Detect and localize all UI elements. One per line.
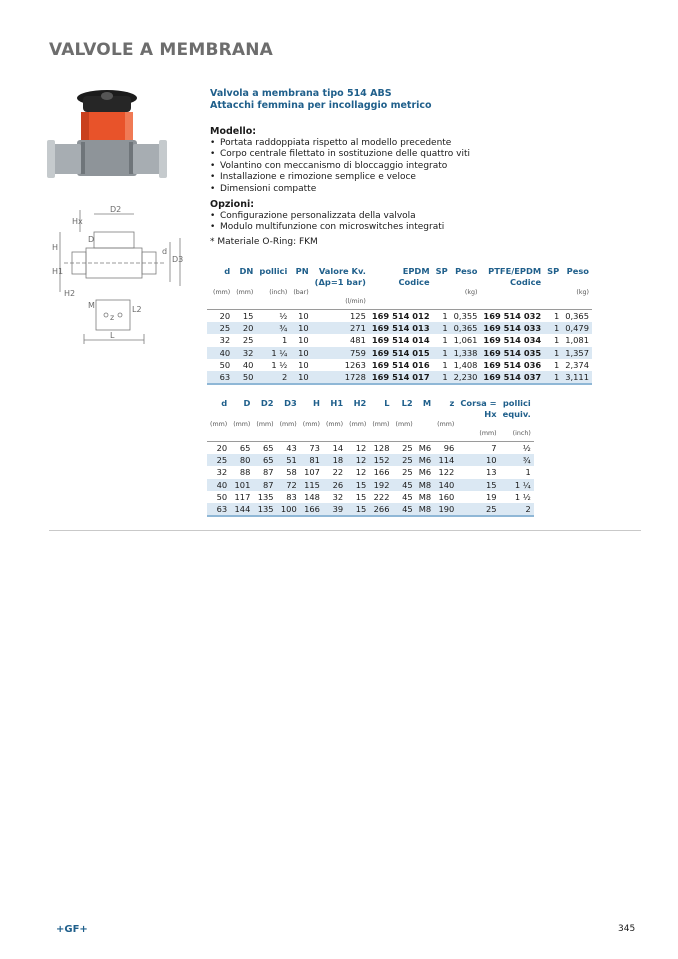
column-header (369, 288, 433, 297)
drawing-label: z (110, 313, 115, 322)
table-cell: M8 (416, 503, 434, 516)
column-header (253, 429, 276, 442)
column-header: (mm) (437, 421, 455, 428)
column-header: (inch) (269, 289, 288, 296)
table-header-row (207, 266, 592, 277)
table-cell: 50 (219, 359, 231, 370)
column-header (544, 297, 562, 310)
column-header: (mm) (325, 421, 344, 428)
column-header: PN (295, 266, 309, 276)
table-cell: 22 (332, 467, 344, 478)
table-cell: M6 (418, 467, 432, 478)
list-item: • Installazione e rimozione semplice e veloce (210, 172, 620, 183)
column-header (290, 297, 311, 310)
table-row (207, 503, 534, 516)
table-cell: 40 (242, 359, 254, 370)
table-cell: 1 (553, 311, 560, 321)
table-row (207, 310, 592, 323)
table-cell: 12 (355, 467, 367, 478)
column-header (256, 277, 290, 288)
column-header: (l/min) (312, 297, 369, 310)
table-cell: 15 (346, 503, 369, 516)
column-header (207, 297, 233, 310)
table-cell: 1 (282, 335, 288, 346)
table-row (207, 371, 592, 384)
table-cell: 1,408 (453, 359, 478, 370)
column-header (562, 277, 592, 288)
material-note: * Materiale O-Ring: FKM (210, 236, 318, 247)
table-cell: 7 (491, 443, 497, 453)
table-cell: ¾ (256, 322, 290, 334)
column-header: H2 (353, 398, 367, 408)
product-photo (43, 88, 171, 188)
table-cell: 1,061 (453, 335, 478, 346)
column-header: d (221, 398, 228, 408)
table-cell: 1 (433, 371, 451, 384)
column-header: Valore Kv. (318, 266, 366, 276)
table-cell: ½ (522, 443, 531, 453)
column-header (416, 420, 434, 429)
table-cell: 100 (277, 503, 300, 516)
column-header (500, 420, 534, 429)
column-header: (mm) (457, 429, 499, 442)
column-header: (mm) (236, 289, 254, 296)
table-cell: 1 (544, 322, 562, 334)
table-cell: M6 (418, 443, 432, 453)
column-header: (mm) (372, 421, 390, 428)
table-cell: 1 (544, 371, 562, 384)
table-cell: 1 (442, 359, 448, 370)
column-header: (mm) (395, 421, 413, 428)
column-header: D2 (260, 398, 274, 408)
column-header (300, 429, 323, 442)
column-header (207, 429, 230, 442)
table-cell: 166 (300, 503, 323, 516)
column-header (457, 420, 499, 429)
table-cell: 1 (553, 335, 560, 346)
column-header: (mm) (210, 421, 228, 428)
column-header: (mm) (349, 421, 367, 428)
column-header (433, 297, 451, 310)
table-cell: 88 (239, 467, 251, 478)
table-cell: 1 (442, 311, 448, 321)
column-header: pollici (259, 266, 288, 276)
technical-drawing (44, 202, 186, 348)
gf-logo: +GF+ (56, 924, 88, 935)
table-cell: 65 (263, 443, 274, 453)
table-cell: 32 (332, 491, 344, 502)
table-cell: 140 (434, 479, 457, 491)
table-row (207, 347, 592, 359)
column-header: (kg) (464, 289, 478, 296)
table-header-row (207, 398, 534, 409)
table-cell: 25 (242, 335, 254, 346)
table-cell: 40 (207, 479, 230, 491)
table-cell: 2 (500, 503, 534, 516)
table-cell: 1263 (344, 359, 366, 370)
column-header (207, 277, 233, 288)
column-header: (mm) (302, 421, 320, 428)
table-cell: 63 (207, 503, 230, 516)
column-header (277, 409, 300, 420)
column-header (290, 277, 311, 288)
table-cell: 25 (402, 467, 413, 478)
drawing-label: H2 (64, 289, 76, 298)
table-cell: 1 (433, 322, 451, 334)
table-cell: 87 (263, 467, 274, 478)
column-header: (mm) (279, 421, 297, 428)
table-units-row (207, 288, 592, 297)
column-header (434, 409, 457, 420)
table-cell: 51 (277, 454, 300, 466)
table-cell: 13 (486, 467, 497, 478)
table-cell: 10 (290, 322, 311, 334)
table-cell: 45 (393, 479, 416, 491)
column-header (230, 409, 253, 420)
column-header (323, 429, 346, 442)
drawing-label: L2 (132, 305, 142, 314)
column-header: Codice (510, 277, 542, 287)
column-header: (mm) (233, 421, 251, 428)
drawing-label: D (88, 235, 95, 244)
column-header (369, 409, 392, 420)
table-cell: 32 (233, 347, 256, 359)
table-cell: M8 (416, 479, 434, 491)
table-cell: 2,374 (565, 359, 589, 370)
table-cell: 169 514 034 (483, 335, 542, 346)
table-cell: 2 (256, 371, 290, 384)
table-cell: 15 (457, 479, 499, 491)
table-row (207, 442, 534, 455)
table-cell: 40 (207, 347, 233, 359)
options-list (210, 211, 620, 234)
codes-table (207, 266, 592, 385)
table-cell: 25 (393, 454, 416, 466)
table-cell: 20 (219, 311, 231, 321)
table-cell: 107 (304, 467, 320, 478)
table-cell: 50 (233, 371, 256, 384)
table-cell: 1 ¼ (500, 479, 534, 491)
drawing-label: D2 (110, 205, 122, 214)
table-cell: 166 (373, 467, 390, 478)
list-item: • Corpo centrale filettato in sostituzione delle quattro viti (210, 149, 620, 160)
table-row (207, 359, 592, 371)
table-cell: 759 (312, 347, 369, 359)
table-cell: 72 (277, 479, 300, 491)
table-cell: 0,479 (562, 322, 592, 334)
table-cell: 12 (346, 454, 369, 466)
column-header (300, 409, 323, 420)
table-cell: 65 (239, 443, 251, 453)
list-item: • Portata raddoppiata rispetto al modello precedente (210, 138, 620, 149)
column-header: L (384, 398, 390, 408)
table-cell: 169 514 033 (480, 322, 544, 334)
table-cell: 20 (216, 443, 228, 453)
table-cell: 1 (433, 347, 451, 359)
column-header: SP (547, 266, 560, 276)
table-cell: 81 (300, 454, 323, 466)
table-row (207, 466, 534, 478)
table-cell: 1728 (312, 371, 369, 384)
table-cell: 114 (434, 454, 457, 466)
table-cell: 117 (234, 491, 251, 502)
table-cell: 152 (369, 454, 392, 466)
drawing-label: Hx (72, 217, 83, 226)
model-features-list (210, 138, 620, 195)
table-cell: 50 (216, 491, 228, 502)
table-cell: 1 ½ (514, 491, 531, 502)
options-heading: Opzioni: (210, 199, 255, 211)
table-cell: 15 (346, 479, 369, 491)
column-header (233, 297, 256, 310)
column-header: equiv. (502, 409, 531, 419)
column-header: Peso (455, 266, 478, 276)
table-cell: 14 (332, 443, 344, 453)
column-header: L2 (401, 398, 413, 408)
table-cell: 25 (207, 454, 230, 466)
list-item: • Dimensioni compatte (210, 184, 620, 195)
table-cell: 1,081 (565, 335, 589, 346)
table-cell: 0,355 (453, 311, 478, 321)
table-cell: 190 (434, 503, 457, 516)
column-header: SP (435, 266, 448, 276)
column-header (312, 288, 369, 297)
table-cell: 169 514 015 (369, 347, 433, 359)
table-cell: 169 514 012 (371, 311, 430, 321)
column-header (393, 409, 416, 420)
column-header (253, 409, 276, 420)
table-cell: 481 (350, 335, 366, 346)
column-header: Codice (398, 277, 430, 287)
table-cell: 65 (253, 454, 276, 466)
table-cell: 148 (304, 491, 320, 502)
table-cell: 12 (355, 443, 367, 453)
table-cell: 1 ½ (271, 359, 288, 370)
table-cell: 3,111 (562, 371, 592, 384)
table-cell: 128 (373, 443, 390, 453)
column-header (451, 277, 481, 288)
table-cell: 32 (216, 467, 228, 478)
table-header-row (207, 409, 534, 420)
table-cell: 1 (544, 347, 562, 359)
table-cell: 83 (286, 491, 297, 502)
table-cell: 135 (253, 503, 276, 516)
list-item: • Modulo multifunzione con microswitches integrati (210, 222, 620, 233)
table-cell: 25 (457, 503, 499, 516)
drawing-label: L (110, 331, 115, 340)
table-cell: 32 (219, 335, 231, 346)
table-cell: 20 (233, 322, 256, 334)
column-header: D3 (284, 398, 297, 408)
product-description (210, 88, 620, 248)
table-row (207, 479, 534, 491)
table-units-row (207, 429, 534, 442)
column-header: H1 (330, 398, 344, 408)
column-header (480, 297, 544, 310)
column-header (346, 409, 369, 420)
table-cell: 15 (355, 491, 367, 502)
column-header (256, 297, 290, 310)
table-cell: 169 514 016 (371, 359, 430, 370)
product-subtitle: Attacchi femmina per incollaggio metrico (210, 100, 432, 111)
column-header: Hx (484, 409, 497, 419)
table-cell: ¾ (500, 454, 534, 466)
table-cell: 80 (230, 454, 253, 466)
drawing-label: d (162, 247, 168, 256)
table-cell: 1,338 (451, 347, 481, 359)
table-cell: ½ (279, 311, 288, 321)
column-header: EPDM (402, 266, 430, 276)
table-cell: 1 (525, 467, 531, 478)
model-heading: Modello: (210, 126, 257, 137)
table-cell: 10 (298, 335, 309, 346)
table-row (207, 334, 592, 346)
table-units-row (207, 420, 534, 429)
drawing-label: H1 (52, 267, 64, 276)
table-units-row (207, 297, 592, 310)
column-header (323, 409, 346, 420)
column-header: M (422, 398, 432, 408)
column-header: (bar) (293, 289, 309, 296)
column-header (416, 409, 434, 420)
column-header (369, 429, 392, 442)
table-cell: 25 (402, 443, 413, 453)
column-header: z (449, 398, 455, 408)
column-header (433, 277, 451, 288)
column-header (369, 297, 433, 310)
table-cell: 1 (553, 359, 560, 370)
table-header-row (207, 277, 592, 288)
table-row (207, 454, 534, 466)
column-header: pollici (502, 398, 531, 408)
table-cell: 73 (309, 443, 320, 453)
column-header (277, 429, 300, 442)
product-title: Valvola a membrana tipo 514 ABS (210, 88, 392, 99)
column-header: d (224, 266, 231, 276)
table-cell: 144 (230, 503, 253, 516)
column-header: PTFE/EPDM (488, 266, 542, 276)
table-row (207, 322, 592, 334)
list-item: • Configurazione personalizzata della valvola (210, 211, 620, 222)
table-cell: 1,357 (562, 347, 592, 359)
table-cell: 169 514 014 (371, 335, 430, 346)
table-cell: 10 (457, 454, 499, 466)
table-cell: 2,230 (451, 371, 481, 384)
column-header: (mm) (256, 421, 274, 428)
column-header (434, 429, 457, 442)
table-cell: 192 (369, 479, 392, 491)
table-cell: 26 (323, 479, 346, 491)
column-header (207, 409, 230, 420)
table-cell: 96 (443, 443, 455, 453)
table-cell: 10 (290, 371, 311, 384)
column-header (346, 429, 369, 442)
column-header (393, 429, 416, 442)
table-cell: 39 (323, 503, 346, 516)
table-cell: 169 514 037 (480, 371, 544, 384)
column-header: D (243, 398, 251, 408)
table-cell: 169 514 036 (483, 359, 542, 370)
column-header (562, 297, 592, 310)
column-header (230, 429, 253, 442)
table-cell: 266 (369, 503, 392, 516)
column-header (233, 277, 256, 288)
table-cell: 101 (230, 479, 253, 491)
table-cell: 18 (323, 454, 346, 466)
table-cell: 43 (286, 443, 297, 453)
table-cell: 0,365 (451, 322, 481, 334)
list-item: • Volantino con meccanismo di bloccaggio integrato (210, 161, 620, 172)
table-cell: 169 514 035 (480, 347, 544, 359)
page-number: 345 (618, 924, 636, 934)
table-cell: 271 (312, 322, 369, 334)
column-header (416, 429, 434, 442)
table-cell: 1 (442, 335, 448, 346)
column-header (433, 288, 451, 297)
column-header: H (312, 398, 320, 408)
column-header: Corsa = (460, 398, 497, 408)
table-cell: 10 (298, 359, 309, 370)
page-title: VALVOLE A MEMBRANA (49, 40, 274, 60)
table-cell: 222 (373, 491, 390, 502)
column-header (544, 277, 562, 288)
column-header: (mm) (213, 289, 231, 296)
table-cell: 122 (438, 467, 455, 478)
table-cell: 25 (207, 322, 233, 334)
table-cell: 45 (402, 491, 413, 502)
table-cell: 45 (393, 503, 416, 516)
table-cell: 160 (438, 491, 455, 502)
drawing-label: D3 (172, 255, 184, 264)
column-header: DN (239, 266, 254, 276)
section-divider (49, 530, 641, 531)
table-cell: 1 ¼ (256, 347, 290, 359)
drawing-label: H (52, 243, 59, 252)
table-cell: 87 (253, 479, 276, 491)
dimensions-table (207, 398, 534, 517)
table-cell: 169 514 017 (369, 371, 433, 384)
column-header (544, 288, 562, 297)
column-header: (Δp=1 bar) (314, 277, 366, 287)
column-header (480, 288, 544, 297)
table-cell: 115 (300, 479, 323, 491)
table-row (207, 491, 534, 503)
table-cell: 125 (350, 311, 366, 321)
table-cell: M6 (416, 454, 434, 466)
table-cell: 15 (242, 311, 254, 321)
table-cell: 169 514 013 (369, 322, 433, 334)
drawing-label: M (88, 301, 95, 310)
table-cell: 135 (257, 491, 274, 502)
table-cell: 63 (207, 371, 233, 384)
table-cell: 19 (486, 491, 497, 502)
table-cell: 169 514 032 (483, 311, 542, 321)
table-cell: 10 (298, 311, 309, 321)
column-header: Peso (566, 266, 589, 276)
column-header: (kg) (576, 289, 589, 296)
table-cell: 10 (290, 347, 311, 359)
table-cell: 58 (286, 467, 297, 478)
column-header (451, 297, 481, 310)
table-cell: 0,365 (565, 311, 589, 321)
table-cell: M8 (418, 491, 432, 502)
column-header: (inch) (500, 429, 534, 442)
